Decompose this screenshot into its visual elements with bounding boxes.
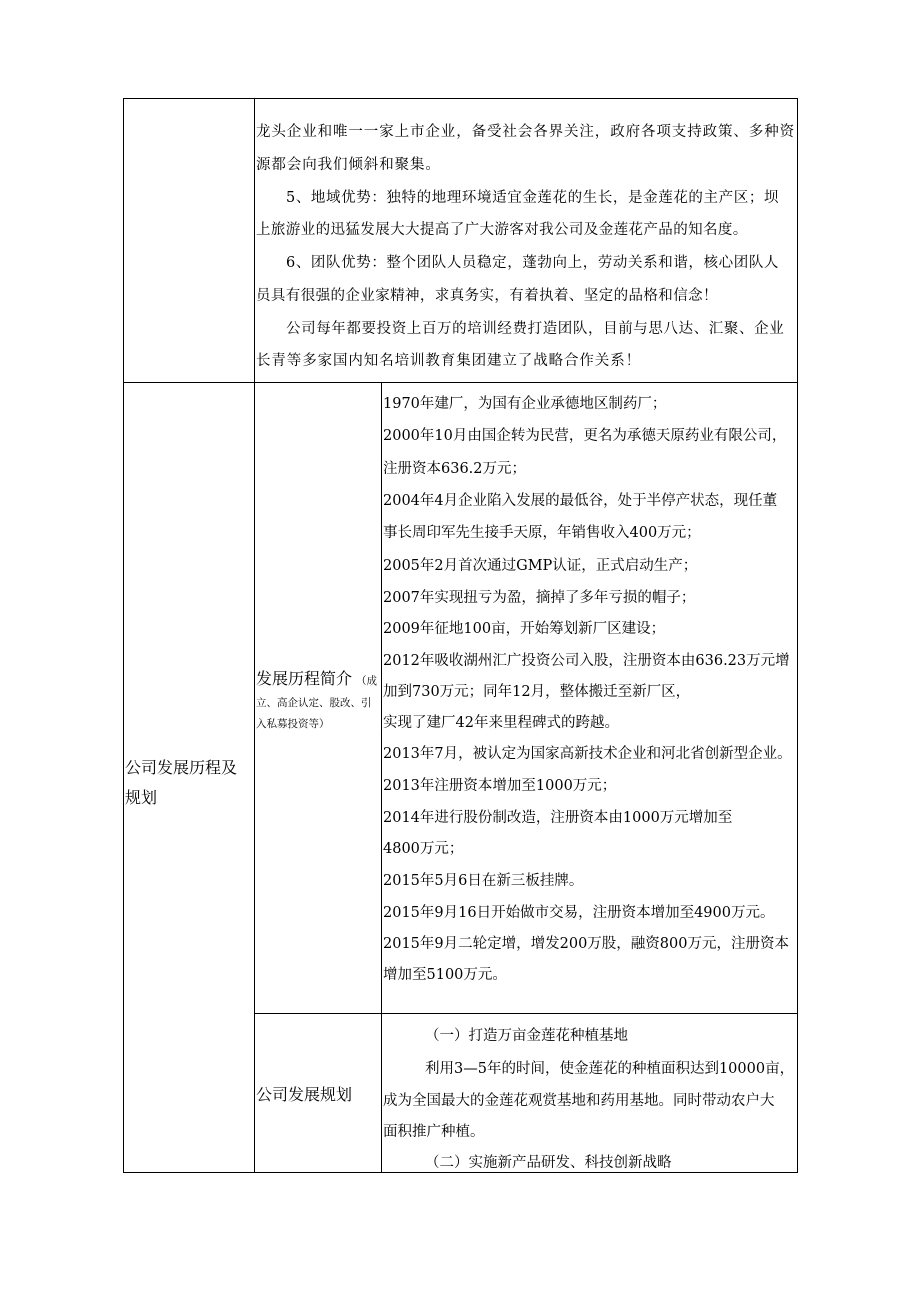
history-line: 1970年建厂，为国有企业承德地区制药厂； xyxy=(383,396,667,412)
history-line: 2004年4月企业陷入发展的最低谷，处于半停产状态，现任董 xyxy=(383,493,778,509)
section-label: 规划 xyxy=(125,788,158,807)
plan-line: （一）打造万亩金莲花种植基地 xyxy=(425,1028,628,1044)
history-line: 2009年征地100亩，开始筹划新厂区建设； xyxy=(383,621,666,637)
history-line: 2015年9月16日开始做市交易，注册资本增加至4900万元。 xyxy=(383,905,775,921)
plan-line: （二）实施新产品研发、科技创新战略 xyxy=(425,1155,672,1171)
paragraph-line: 源都会向我们倾斜和聚集。 xyxy=(256,157,441,173)
history-line: 加到730万元；同年12月，整体搬迁至新厂区， xyxy=(383,684,691,700)
paragraph-line: 员具有很强的企业家精神，求真务实，有着执着、坚定的品格和信念！ xyxy=(256,288,718,304)
history-line: 2015年5月6日在新三板挂牌。 xyxy=(383,873,584,889)
history-line: 2012年吸收湖州汇广投资公司入股，注册资本由636.23万元增 xyxy=(383,653,790,669)
history-line: 2015年9月二轮定增，增发200万股，融资800万元，注册资本 xyxy=(383,936,789,952)
paragraph-line: 6、团队优势：整个团队人员稳定，蓬勃向上，劳动关系和谐，核心团队人 xyxy=(286,255,780,271)
history-line: 事长周印军先生接手天原，年销售收入400万元； xyxy=(383,525,701,541)
history-line: 实现了建厂42年来里程碑式的跨越。 xyxy=(383,715,619,731)
table-border-left xyxy=(123,98,124,1173)
history-line: 注册资本636.2万元； xyxy=(383,461,527,477)
history-label-note: （成 xyxy=(356,675,377,687)
plan-line: 成为全国最大的金莲花观赏基地和药用基地。同时带动农户大 xyxy=(383,1093,775,1109)
plan-label: 公司发展规划 xyxy=(256,1085,353,1104)
table-border-right xyxy=(797,98,798,1173)
table-row-divider xyxy=(123,382,798,383)
history-line: 2013年7月，被认定为国家高新技术企业和河北省创新型企业。 xyxy=(383,746,792,762)
history-label-note: 入私募投资等） xyxy=(256,718,330,730)
history-line: 2005年2月首次通过GMP认证，正式启动生产； xyxy=(383,558,698,574)
section-label: 公司发展历程及 xyxy=(125,758,238,777)
paragraph-line: 长青等多家国内知名培训教育集团建立了战略合作关系！ xyxy=(256,353,641,369)
history-line: 2013年注册资本增加至1000万元； xyxy=(383,778,617,794)
table-row-divider xyxy=(254,1013,798,1014)
history-line: 2014年进行股份制改造，注册资本由1000万元增加至 xyxy=(383,810,733,826)
table-border-top xyxy=(123,98,798,99)
history-label: 发展历程简介 xyxy=(256,669,353,688)
table-column-divider xyxy=(381,382,382,1173)
history-line: 增加至5100万元。 xyxy=(383,967,507,983)
history-line: 2000年10月由国企转为民营，更名为承德天原药业有限公司， xyxy=(383,428,787,444)
paragraph-line: 5、地域优势：独特的地理环境适宜金莲花的生长，是金莲花的主产区；坝 xyxy=(286,190,780,206)
paragraph-line: 上旅游业的迅猛发展大大提高了广大游客对我公司及金莲花产品的知名度。 xyxy=(256,222,748,238)
plan-line: 利用3—5年的时间，使金莲花的种植面积达到10000亩， xyxy=(425,1061,795,1077)
history-line: 4800万元； xyxy=(383,841,464,857)
history-label-note: 立、高企认定、股改、引 xyxy=(256,697,372,709)
paragraph-line: 龙头企业和唯一一家上市企业，备受社会各界关注，政府各项支持政策、多种资 xyxy=(256,124,795,140)
paragraph-line: 公司每年都要投资上百万的培训经费打造团队，目前与思八达、汇聚、企业 xyxy=(286,321,785,337)
history-line: 2007年实现扭亏为盈，摘掉了多年亏损的帽子； xyxy=(383,590,696,606)
table-column-divider xyxy=(254,98,255,1173)
plan-line: 面积推广种植。 xyxy=(383,1124,485,1140)
